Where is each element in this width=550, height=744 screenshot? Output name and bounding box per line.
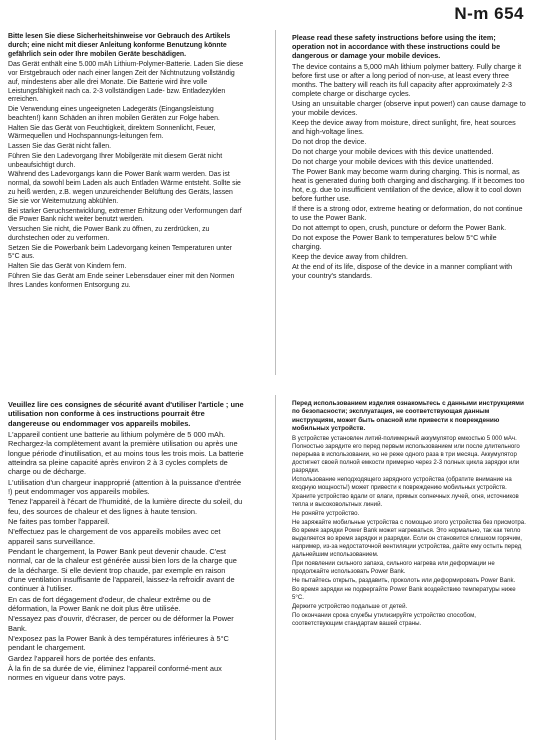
- english-heading: Please read these safety instructions before using the item; operation not in accordance with these instructions could be dangerous or damage your mobile devices.: [292, 33, 501, 60]
- french-paragraph: N'essayez pas d'ouvrir, d'écraser, de percer ou de déformer la Power Bank.: [8, 614, 234, 633]
- french-paragraph: Ne faites pas tomber l'appareil.: [8, 516, 110, 526]
- french-paragraph: Tenez l'appareil à l'écart de l'humidité, de la lumière directe du soleil, du feu, des sources de chaleur et des lignes à haute tension.: [8, 497, 243, 516]
- german-paragraph: Lassen Sie das Gerät nicht fallen.: [8, 143, 112, 151]
- german-heading: Bitte lesen Sie diese Sicherheitshinweise vor Gebrauch des Artikels durch; eine nicht mit dieser Anleitung konforme Benutzung könnte gefährlich sein oder Ihre mobilen Geräte beschädigen.: [8, 33, 231, 58]
- english-paragraph: Do not charge your mobile devices with this device unattended.: [292, 147, 494, 156]
- german-paragraph: Während des Ladevorgangs kann die Power Bank warm werden. Das ist normal, da sowohl beim Laden als auch Entladen Wärme entsteht. Sollte sie zu heiß werden, z.B. wegen unzureichender Belüftung des Geräts, lassen Sie sie vor Weiternutzung abkühlen.: [8, 171, 241, 205]
- french-paragraph: N'effectuez pas le chargement de vos appareils mobiles avec cet appareil sans surveillance.: [8, 527, 221, 546]
- french-heading: Veuillez lire ces consignes de sécurité avant d'utiliser l'article ; une utilisation non conforme à ces instructions pourrait être dangereuse ou endommager vos appareils mobiles.: [8, 400, 244, 428]
- russian-paragraph: В устройстве установлен литий-полимерный аккумулятор емкостью 5 000 мАч. Полностью зарядите его перед первым использованием или после длительного перерыва в использовании, но не реже одного раза в три месяца. Аккумулятор достигнет своей полной емкости примерно через 2-3 полных цикла зарядки или разрядки.: [292, 435, 520, 474]
- english-paragraph: Do not expose the Power Bank to temperatures below 5°C while charging.: [292, 233, 497, 251]
- russian-paragraph: По окончании срока службы утилизируйте устройство способом, соответствующим стандартам вашей страны.: [292, 611, 476, 627]
- french-paragraph: L'appareil contient une batterie au lithium polymère de 5 000 mAh. Rechargez-la complètement avant la première utilisation ou après une longue période d'inutilisation, et au moins tous les trois mois. La batterie atteindra sa pleine capacité après environ 2 à 3 cycles complets de charge ou de décharge.: [8, 429, 244, 477]
- english-paragraph: The device contains a 5,000 mAh lithium polymer battery. Fully charge it before first use or after a long period of non-use, at least every three months. The battery will reach its full capacity after approximately 2-3 complete charge or discharge cycles.: [292, 62, 522, 98]
- russian-paragraph: Не роняйте устройство.: [292, 509, 360, 517]
- page-id: N-m 654: [454, 4, 524, 23]
- english-paragraph: If there is a strong odor, extreme heating or deformation, do not continue to use the Power Bank.: [292, 204, 523, 222]
- english-paragraph: Do not attempt to open, crush, puncture or deform the Power Bank.: [292, 223, 507, 232]
- german-paragraph: Führen Sie das Gerät am Ende seiner Lebensdauer einer mit den Normen Ihres Landes konformen Entsorgung zu.: [8, 272, 235, 289]
- german-paragraph: Versuchen Sie nicht, die Power Bank zu öffnen, zu zerdrücken, zu durchstechen oder zu verformen.: [8, 226, 210, 242]
- german-section: [8, 33, 244, 291]
- english-paragraph: At the end of its life, dispose of the device in a manner compliant with your country's standards.: [292, 262, 513, 280]
- russian-paragraph: Держите устройство подальше от детей.: [292, 602, 408, 610]
- french-paragraph: En cas de fort dégagement d'odeur, de chaleur extrême ou de déformation, la Power Bank ne doit plus être utilisée.: [8, 594, 211, 613]
- russian-paragraph: Не заряжайте мобильные устройства с помощью этого устройства без присмотра.: [292, 518, 526, 526]
- russian-heading: Перед использованием изделия ознакомьтесь с данными инструкциями по безопасности; эксплуатация, не соответствующая данным инструкциям, может быть опасной или привести к повреждению мобильных устройств.: [292, 400, 524, 432]
- french-paragraph: Gardez l'appareil hors de portée des enfants.: [8, 653, 156, 663]
- german-paragraph: Die Verwendung eines ungeeigneten Ladegeräts (Eingangsleistung beachten!) kann Schäden an ihren mobilen Geräten zur Folge haben.: [8, 106, 220, 122]
- english-paragraph: The Power Bank may become warm during charging. This is normal, as heat is generated during both charging and discharging. If it becomes too hot, e.g. due to insufficient ventilation of the device, allow it to cool down before further use.: [292, 167, 525, 203]
- column-divider-bottom: [275, 395, 276, 740]
- german-paragraph: Bei starker Geruchsentwicklung, extremer Erhitzung oder Verformungen darf die Power Bank nicht weiter benutzt werden.: [8, 207, 242, 224]
- russian-paragraph: Во время зарядки Power Bank может нагреваться. Это нормально, так как тепло выделяется во время зарядки и разрядки. Если он становится слишком горячим, например, из-за недостаточной вентиляции устройства, дайте ему остыть перед дальнейшим использованием.: [292, 527, 522, 559]
- russian-section: [292, 400, 528, 629]
- french-paragraph: L'utilisation d'un chargeur inapproprié (attention à la puissance d'entrée !) peut endommager vos appareils mobiles.: [8, 477, 242, 496]
- russian-paragraph: Во время зарядки не подвергайте Power Bank воздействию температуры ниже 5°C.: [292, 585, 516, 601]
- french-paragraph: À la fin de sa durée de vie, éliminez l'appareil conformé-ment aux normes en vigueur dans votre pays.: [8, 663, 222, 683]
- column-divider-top: [275, 30, 276, 375]
- english-paragraph: Using an unsuitable charger (observe input power!) can cause damage to your mobile devices.: [292, 99, 526, 117]
- russian-paragraph: При появлении сильного запаха, сильного нагрева или деформации не продолжайте использовать Power Bank.: [292, 560, 495, 576]
- french-paragraph: Pendant le chargement, la Power Bank peut devenir chaude. C'est normal, car de la chaleur est générée aussi bien lors de la charge que de la décharge. Si elle devient trop chaude, par exemple en raison d'une ventilation insuffisante de l'appareil, laissez-la refroidir avant de continuer à l'utiliser.: [8, 546, 237, 594]
- french-paragraph: N'exposez pas la Power Bank à des températures inférieures à 5°C pendant le chargement.: [8, 633, 229, 653]
- english-paragraph: Keep the device away from children.: [292, 252, 408, 261]
- english-section: [292, 33, 528, 281]
- english-paragraph: Do not charge your mobile devices with this device unattended.: [292, 157, 494, 166]
- russian-paragraph: Использование неподходящего зарядного устройства (обратите внимание на входную мощность!) может привести к повреждению мобильных устройств.: [292, 475, 512, 491]
- german-paragraph: Das Gerät enthält eine 5.000 mAh Lithium-Polymer-Batterie. Laden Sie diese vor Erstgebrauch oder nach einer langen Zeit der Nichtnutzung vollständig auf, mindestens aber alle drei Monate. Die Batterie wird ihre volle Leistungsfähigkeit nach ca. 2-3 vollständigen Lade- bzw. Entladezyklen erreichen.: [8, 61, 244, 104]
- russian-paragraph: Храните устройство вдали от влаги, прямых солнечных лучей, огня, источников тепла и высоковольтных линий.: [292, 492, 519, 508]
- german-paragraph: Führen Sie den Ladevorgang Ihrer Mobilgeräte mit diesem Gerät nicht unbeaufsichtigt durch.: [8, 152, 223, 169]
- french-section: [8, 400, 244, 684]
- russian-paragraph: Не пытайтесь открыть, раздавить, проколоть или деформировать Power Bank.: [292, 576, 516, 584]
- english-paragraph: Keep the device away from moisture, direct sunlight, fire, heat sources and high-voltage lines.: [292, 118, 516, 136]
- german-paragraph: Halten Sie das Gerät von Kindern fern.: [8, 263, 127, 271]
- english-paragraph: Do not drop the device.: [292, 137, 367, 146]
- german-paragraph: Setzen Sie die Powerbank beim Ladevorgang keinen Temperaturen unter 5°C aus.: [8, 244, 232, 261]
- german-paragraph: Halten Sie das Gerät von Feuchtigkeit, direktem Sonnenlicht, Feuer, Wärmequellen und Hochspannungs-leitungen fern.: [8, 124, 216, 141]
